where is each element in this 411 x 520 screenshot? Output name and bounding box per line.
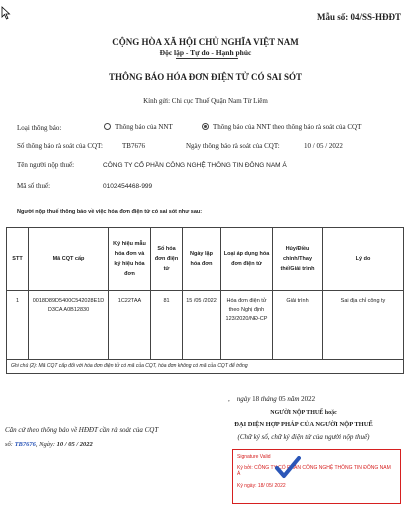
col-header-action: Hủy/Điều chỉnh/Thay thế/Giải trình — [273, 228, 323, 291]
option-label: Thông báo của NNT theo thông báo rà soát của CQT — [213, 123, 362, 131]
cell-invoice-symbol: 1C22TAA — [109, 291, 151, 360]
notice-date-label: Ngày thông báo rà soát của CQT: — [186, 142, 280, 150]
cell-invoice-type: Hóa đơn điện tử theo Nghị định 123/2020/NĐ-CP — [221, 291, 273, 360]
basis-prefix: số: — [5, 441, 13, 448]
digital-signature-box — [232, 449, 401, 504]
year-value: 2022 — [301, 395, 316, 403]
nation-heading: CỘNG HÒA XÃ HỘI CHỦ NGHĨA VIỆT NAM — [112, 37, 299, 47]
table-header-row — [7, 228, 404, 291]
signer-line-3: (Chữ ký số, chữ ký điện tử của người nộp thuế) — [237, 433, 370, 441]
signature-date: Ký ngày: 18/ 05/ 2022 — [237, 483, 286, 489]
cell-invoice-date: 15 /05 /2022 — [183, 291, 221, 360]
signer-line-2: ĐẠI DIỆN HỢP PHÁP CỦA NGƯỜI NỘP THUẾ — [234, 421, 373, 428]
cell-stt: 1 — [7, 291, 29, 360]
cell-reason: Sai địa chỉ công ty — [323, 291, 404, 360]
col-header-invoice-number: Số hóa đơn điện tử — [151, 228, 183, 291]
table-intro: Người nộp thuế thông báo về việc hóa đơn điện tử có sai sót như sau: — [17, 209, 203, 215]
month-label: tháng — [260, 395, 277, 403]
error-invoice-table — [6, 227, 404, 374]
notice-number-label: Số thông báo rà soát của CQT: — [17, 142, 103, 150]
basis-number: TB7676 — [14, 441, 36, 448]
basis-date-label: , Ngày: — [35, 441, 56, 448]
basis-date: 10 / 05 / 2022 — [56, 441, 93, 448]
day-label: ngày — [236, 395, 251, 403]
table-note-row — [7, 360, 404, 374]
date-prefix: , — [228, 395, 230, 403]
col-header-invoice-symbol: Ký hiệu mẫu hóa đơn và ký hiệu hóa đơn — [109, 228, 151, 291]
tax-code-value: 0102454468-999 — [103, 183, 153, 190]
cell-invoice-number: 81 — [151, 291, 183, 360]
basis-line-2 — [5, 441, 93, 448]
checkmark-icon — [275, 456, 301, 480]
notice-type-option-nnt[interactable] — [104, 123, 173, 131]
mouse-cursor-icon — [1, 6, 11, 20]
col-header-reason: Lý do — [323, 228, 404, 291]
col-header-stt: STT — [7, 228, 29, 291]
signature-valid-text: Signature Valid — [237, 454, 271, 460]
notice-type-label: Loại thông báo: — [17, 124, 62, 132]
taxpayer-name-label: Tên người nộp thuế: — [17, 161, 75, 169]
radio-selected-icon — [202, 123, 209, 130]
year-label: năm — [287, 395, 300, 403]
motto: Độc lập - Tự do - Hạnh phúc — [159, 48, 252, 57]
cell-action: Giải trình — [273, 291, 323, 360]
recipient-line: Kính gửi: Chi cục Thuế Quận Nam Từ Liêm — [143, 97, 268, 105]
cell-cqt-code: 0018D89D5400C542028E1DD3CA A0B12830 — [29, 291, 109, 360]
basis-line-1: Căn cứ theo thông báo về HĐĐT cần rà soát của CQT — [5, 426, 159, 434]
notice-type-option-cqt[interactable] — [202, 123, 361, 131]
taxpayer-name-value: CÔNG TY CỔ PHẦN CÔNG NGHỆ THÔNG TIN ĐÔNG NAM Á — [103, 162, 287, 169]
radio-icon — [104, 123, 111, 130]
col-header-invoice-type: Loại áp dụng hóa đơn điện tử — [221, 228, 273, 291]
signer-line-1: NGƯỜI NỘP THUẾ hoặc — [270, 410, 337, 416]
month-value: 05 — [278, 395, 286, 403]
notice-date-value: 10 / 05 / 2022 — [304, 142, 343, 150]
signature-signer: Ký bởi: CÔNG TY CỔ PHẦN CÔNG NGHỆ THÔNG TIN ĐÔNG NAM Á — [237, 465, 391, 477]
motto-underline — [176, 58, 238, 59]
col-header-cqt-code: Mã CQT cấp — [29, 228, 109, 291]
notice-number-value: TB7676 — [122, 142, 145, 150]
day-value: 18 — [252, 395, 260, 403]
option-label: Thông báo của NNT — [115, 123, 173, 131]
tax-code-label: Mã số thuế: — [17, 182, 51, 190]
table-row — [7, 291, 404, 360]
signing-date — [228, 395, 315, 403]
form-number: Mẫu số: 04/SS-HĐĐT — [316, 12, 401, 22]
page-title: THÔNG BÁO HÓA ĐƠN ĐIỆN TỬ CÓ SAI SÓT — [108, 72, 303, 82]
col-header-invoice-date: Ngày lập hóa đơn — [183, 228, 221, 291]
table-note: Ghi chú (2): Mã CQT cấp đối với hóa đơn điện tử có mã của CQT, hóa đơn không có mã của CQT để trống — [7, 360, 404, 374]
